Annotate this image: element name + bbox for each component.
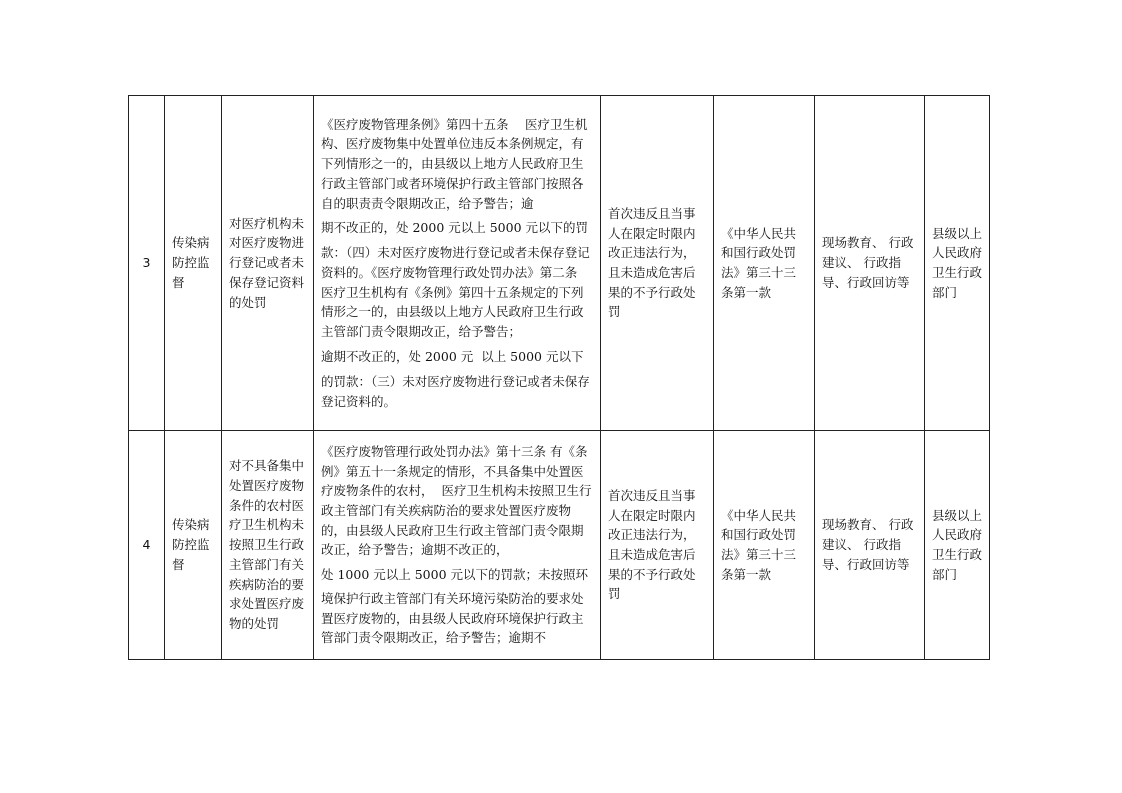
legal-basis-text: 《医疗废物管理条例》第四十五条 医疗卫生机构、医疗废物集中处置单位违反本条例规定，有下列情形之一的，由县级以上地方人民政府卫生行政主管部门或者环境保护行政主管部门按照各自的职责责令限期改正，给予警告；逾 [321,116,588,211]
table-row [129,96,990,431]
condition-cell: 首次违反且当事人在限定时限内改正违法行为，且未造成危害后果的不予行政处罚 [601,96,714,431]
penalty-table [128,95,990,660]
condition-cell: 首次违反且当事人在限定时限内改正违法行为，且未造成危害后果的不予行政处罚 [601,431,714,660]
legal-basis-text: 境保护行政主管部门有关环境污染防治的要求处置医疗废物的，由县级人民政府环境保护行政主管部门责令限期改正，给予警告；逾期不 [321,591,584,646]
law-cell: 《中华人民共和国行政处罚法》第三十三条第一款 [714,96,815,431]
table-row [129,431,990,660]
legal-basis-text: 处 1000 元以上 5000 元以下的罚款；未按照环 [321,567,589,583]
legal-basis-text: 款：（四）未对医疗废物进行登记或者未保存登记资料的。《医疗废物管理行政处罚办法》第二条 医疗卫生机构有《条例》第四十五条规定的下列情形之一的，由县级以上地方人民政府卫生行政主管部门责令限期改正，给予警告； [321,245,590,340]
row-number: 3 [129,96,165,431]
law-cell: 《中华人民共和国行政处罚法》第三十三条第一款 [714,431,815,660]
authority-cell: 县级以上人民政府卫生行政部门 [925,431,990,660]
legal-basis-text: 的罚款：（三）未对医疗废物进行登记或者未保存登记资料的。 [321,373,590,409]
authority-cell: 县级以上人民政府卫生行政部门 [925,96,990,431]
category-cell: 传染病防控监督 [165,96,222,431]
legal-basis-text: 期不改正的，处 2000 元以上 5000 元以下的罚 [321,220,589,236]
item-cell: 对不具备集中处置医疗废物条件的农村医疗卫生机构未按照卫生行政主管部门有关疾病防治的要求处置医疗废物的处罚 [222,431,314,660]
legal-basis-cell [314,96,601,431]
item-cell: 对医疗机构未对医疗废物进行登记或者未保存登记资料的处罚 [222,96,314,431]
measures-cell: 现场教育、 行政建议、 行政指导、行政回访等 [815,431,925,660]
measures-cell: 现场教育、 行政建议、 行政指导、行政回访等 [815,96,925,431]
legal-basis-cell [314,431,601,660]
legal-basis-text: 《医疗废物管理行政处罚办法》第十三条 有《条例》第五十一条规定的情形，不具备集中处置医疗废物条件的农村， 医疗卫生机构未按照卫生行政主管部门有关疾病防治的要求处置医疗废物的，由县级人民政府卫生行政主管部门责令限期改正，给予警告；逾期不改正的， [321,443,592,558]
category-cell: 传染病防控监督 [165,431,222,660]
row-number: 4 [129,431,165,660]
legal-basis-text: 逾期不改正的，处 2000 元 以上 5000 元以下 [321,348,584,364]
